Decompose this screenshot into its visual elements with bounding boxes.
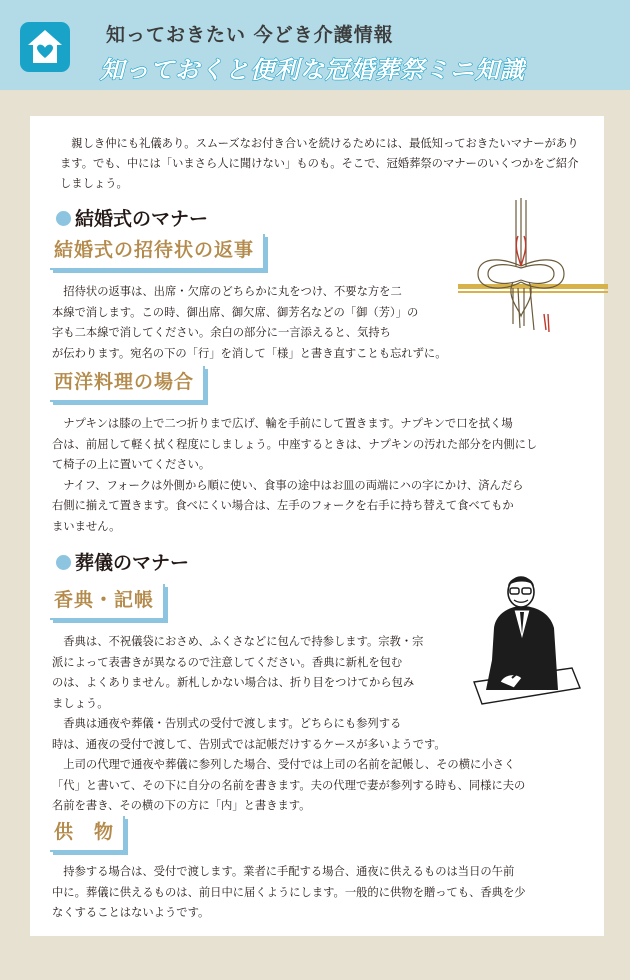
intro-text: 親しき仲にも礼儀あり。スムーズなお付き合いを続けるためには、最低知っておきたいマナーがあります。でも、中には「いまさら人に聞けない」ものも。そこで、冠婚葬祭のマナーのいくつかをご紹介しましょう。 bbox=[60, 137, 579, 190]
offering-text: 持参する場合は、受付で渡します。業者に手配する場合、通夜に供えるものは当日の午前 中に。葬儀に供えるものは、前日中に届くようにします。一般的に供物を贈っても、香典を少 なくすることはないようです。 bbox=[52, 865, 526, 919]
bullet-dot-icon bbox=[56, 211, 71, 226]
koden-heading: 香典・記帳 bbox=[50, 584, 165, 620]
mizuhiki-knot-illustration bbox=[458, 196, 608, 356]
page-title: 知っておくと便利な冠婚葬祭ミニ知識 bbox=[100, 56, 525, 84]
western-text: ナプキンは膝の上で二つ折りまで広げ、輪を手前にして置きます。ナプキンで口を拭く場 合は、前屈して軽く拭く程度にしましょう。中座するときは、ナプキンの汚れた部分を内側にし て椅子の上に置いてください。 ナイフ、フォークは外側から順に使い、食事の途中はお皿の両端にハの字にかけ、済んだら 右側に揃えて置きます。食べにくい場合は、左手のフォークを右手に持ち替えて食べてもか まいません。 bbox=[52, 417, 538, 533]
wedding-section-heading: 結婚式のマナー bbox=[56, 204, 208, 231]
funeral-section-heading: 葬儀のマナー bbox=[56, 548, 189, 575]
reply-text: 招待状の返事は、出席・欠席のどちらかに丸をつけ、不要な方を二 本線で消します。この時、御出席、御欠席、御芳名などの「御（芳）」の 字も二本線で消してください。余白の部分に一言添えると、気持ち が伝わります。宛名の下の「行」を消して「様」と書き直すことも忘れずに。 bbox=[52, 285, 447, 360]
offering-heading: 供 物 bbox=[50, 816, 125, 852]
western-heading: 西洋料理の場合 bbox=[50, 366, 205, 402]
home-heart-icon bbox=[20, 22, 70, 72]
koden-text: 香典は、不祝儀袋におさめ、ふくさなどに包んで持参します。宗教・宗 派によって表書きが異なるので注意してください。香典に新札を包む のは、よくありません。新札しかない場合は、折り目をつけてから包み ましょう。 香典は通夜や葬儀・告別式の受付で渡します。どちらにも参列する 時は、通夜の受付で渡して、告別式では記帳だけするケースが多いようです。 上司の代理で通夜や葬儀に参列した場合、受付では上司の名前を記帳し、その横に小さく 「代」と書いて、その下に自分の名前を書きます。夫の代理で妻が参列する時も、同様に夫の 名前を書き、その横の下の方に「内」と書きます。 bbox=[52, 635, 526, 812]
reply-heading: 結婚式の招待状の返事 bbox=[50, 234, 265, 270]
page-header bbox=[0, 0, 630, 90]
bullet-dot-icon bbox=[56, 555, 71, 570]
header-subtitle: 知っておきたい 今どき介護情報 bbox=[106, 24, 394, 46]
